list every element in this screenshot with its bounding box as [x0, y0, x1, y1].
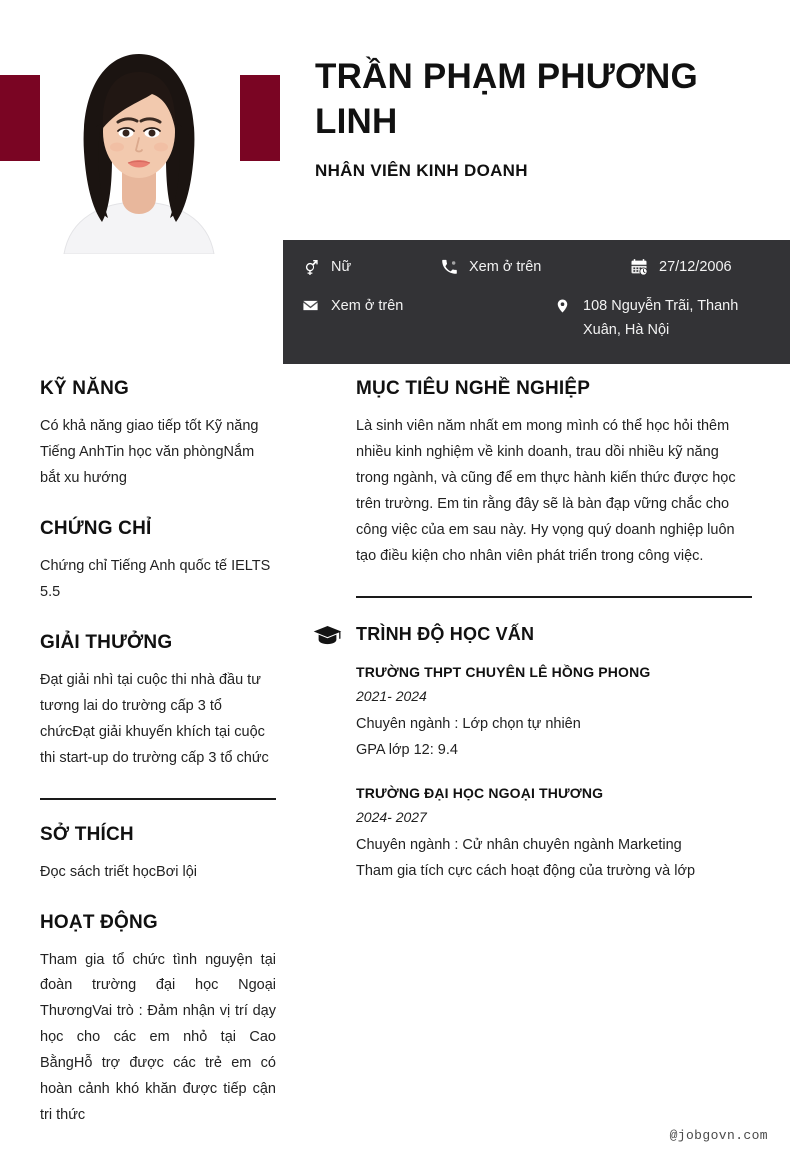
profile-photo	[40, 32, 238, 254]
contact-address	[553, 295, 772, 342]
education-school: TRƯỜNG ĐẠI HỌC NGOẠI THƯƠNG	[356, 785, 604, 802]
contact-row-secondary	[283, 295, 790, 342]
education-major: Chuyên ngành : Cử nhân chuyên ngành Marketing	[356, 837, 682, 854]
section-title-education: TRÌNH ĐỘ HỌC VẤN	[356, 624, 535, 645]
sidebar-divider	[40, 798, 276, 800]
hobbies-text: Đọc sách triết họcBơi lội	[40, 863, 197, 880]
section-title-objective: MỤC TIÊU NGHỀ NGHIỆP	[356, 378, 591, 399]
location-pin-icon	[553, 295, 572, 316]
phone-value: Xem ở trên	[469, 259, 542, 275]
section-activities	[40, 912, 276, 1130]
education-entry	[356, 664, 752, 764]
activities-text: Tham gia tổ chức tình nguyện tại đoàn trường đại học Ngoại ThươngVai trò : Đảm nhận vị trí dạy học cho các em nhỏ tại Cao BằngHỗ trợ được các trẻ em có hoàn cảnh khó khăn được tiếp cận tri thức	[40, 951, 276, 1124]
section-education	[356, 624, 752, 885]
email-icon	[301, 295, 320, 316]
address-value: 108 Nguyễn Trãi, Thanh Xuân, Hà Nội	[583, 298, 739, 338]
objective-text: Là sinh viên năm nhất em mong mình có thể học hỏi thêm nhiều kinh nghiệm về kinh doanh, trau dồi nhiều kỹ năng trong ngành, và cũng để em thực hành kiến thức được học trên trường. Em tin rằng đây sẽ là bàn đạp vững chắc cho công việc của em sau này. Hy vọng quý doanh nghiệp luôn tạo điều kiện cho nhân viên phát triển trong công việc.	[356, 418, 736, 564]
identity-block	[315, 55, 775, 181]
section-awards	[40, 632, 276, 772]
education-note: Tham gia tích cực cách hoạt động của trường và lớp	[356, 863, 696, 880]
gender-value: Nữ	[331, 259, 352, 275]
accent-block-right	[240, 75, 280, 161]
education-school: TRƯỜNG THPT CHUYÊN LÊ HỒNG PHONG	[356, 663, 651, 680]
section-skills	[40, 378, 276, 492]
section-title-awards: GIẢI THƯỞNG	[40, 631, 173, 653]
job-title: NHÂN VIÊN KINH DOANH	[315, 160, 528, 180]
contact-phone	[439, 256, 629, 279]
education-period: 2024- 2027	[356, 809, 427, 826]
accent-block-left	[0, 75, 40, 161]
contact-email	[301, 295, 553, 318]
page-title: TRẦN PHẠM PHƯƠNG LINH	[315, 57, 698, 141]
graduation-cap-icon	[312, 624, 343, 646]
section-title-activities: HOẠT ĐỘNG	[40, 911, 158, 933]
contact-dob	[629, 256, 772, 279]
contact-gender	[301, 256, 439, 279]
section-hobbies	[40, 824, 276, 886]
section-title-certificates: CHỨNG CHỈ	[40, 517, 152, 539]
email-value: Xem ở trên	[331, 298, 404, 315]
education-period: 2021- 2024	[356, 687, 427, 704]
main-right	[356, 378, 752, 911]
section-certificates	[40, 518, 276, 606]
main-divider	[356, 596, 752, 598]
education-note: GPA lớp 12: 9.4	[356, 741, 458, 758]
awards-text: Đạt giải nhì tại cuộc thi nhà đầu tư tương lai do trường cấp 3 tổ chứcĐạt giải khuyến khích tại cuộc thi start-up do trường cấp 3 tổ chức	[40, 671, 269, 766]
contact-row-primary	[283, 256, 790, 279]
skills-text: Có khả năng giao tiếp tốt Kỹ năng Tiếng AnhTin học văn phòngNắm bắt xu hướng	[40, 418, 259, 486]
education-major: Chuyên ngành : Lớp chọn tự nhiên	[356, 715, 581, 732]
resume-header	[0, 0, 790, 364]
gender-icon	[301, 256, 320, 277]
dob-value: 27/12/2006	[659, 259, 732, 275]
section-title-hobbies: SỞ THÍCH	[40, 823, 134, 845]
certificates-text: Chứng chỉ Tiếng Anh quốc tế IELTS 5.5	[40, 557, 271, 600]
contact-bar	[283, 240, 790, 364]
phone-icon	[439, 256, 458, 277]
education-header	[312, 624, 752, 646]
watermark: @jobgovn.com	[669, 1128, 768, 1143]
calendar-clock-icon	[629, 256, 648, 277]
section-objective	[356, 378, 752, 570]
education-entry	[356, 785, 752, 885]
section-title-skills: KỸ NĂNG	[40, 378, 130, 399]
sidebar-left	[40, 378, 276, 1155]
